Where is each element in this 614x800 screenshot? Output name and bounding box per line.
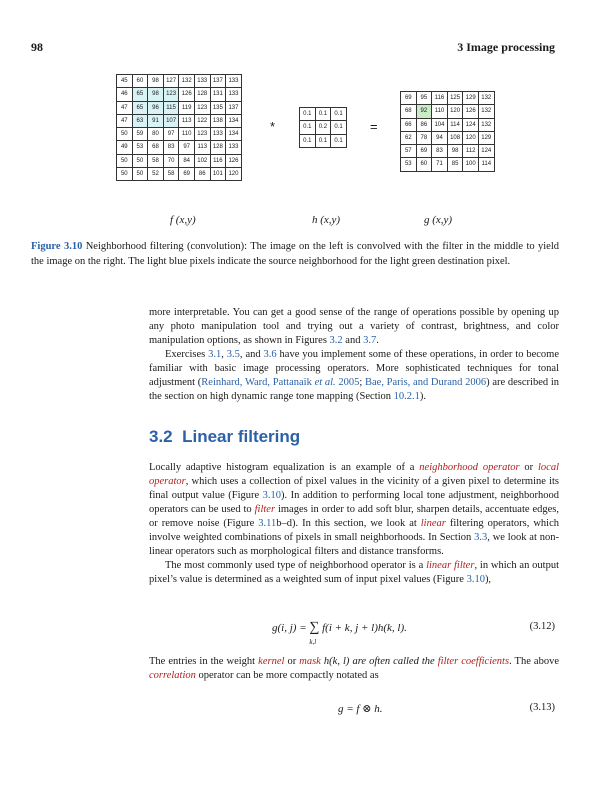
grid-cell: 124 bbox=[463, 118, 479, 131]
grid-cell: 84 bbox=[179, 154, 195, 167]
grid-cell: 47 bbox=[117, 101, 133, 114]
grid-cell: 133 bbox=[226, 141, 242, 154]
grid-cell: 47 bbox=[117, 114, 133, 127]
grid-cell: 85 bbox=[447, 158, 463, 171]
output-image-grid bbox=[400, 91, 495, 172]
grid-cell: 50 bbox=[132, 168, 148, 181]
figure-label: Figure 3.10 bbox=[31, 241, 83, 252]
body-text-bottom bbox=[149, 655, 559, 683]
body-text-main bbox=[149, 461, 559, 587]
grid-cell: 123 bbox=[163, 88, 179, 101]
grid-cell: 96 bbox=[148, 101, 164, 114]
grid-row bbox=[300, 121, 347, 134]
grid-cell: 57 bbox=[401, 145, 417, 158]
grid-cell: 71 bbox=[432, 158, 448, 171]
equation-3-12: g(i, j) = ∑ k,l f(i + k, j + l)h(k, l). bbox=[272, 620, 407, 646]
grid-cell: 114 bbox=[447, 118, 463, 131]
grid-cell: 58 bbox=[163, 168, 179, 181]
grid-cell: 68 bbox=[401, 105, 417, 118]
grid-cell: 91 bbox=[148, 114, 164, 127]
label-f: f (x,y) bbox=[170, 214, 196, 226]
grid-row bbox=[117, 101, 242, 114]
grid-cell: 50 bbox=[117, 154, 133, 167]
grid-row bbox=[401, 158, 495, 171]
grid-cell: 120 bbox=[447, 105, 463, 118]
paragraph: The most commonly used type of neighborhood operator is a linear filter, in which an output pixel’s value is determined as a weighted sum of input pixel values (Figure 3.10), bbox=[149, 560, 559, 585]
caption-text: Neighborhood filtering (convolution): The image on the left is convolved with the filter in the middle to yield the image on the right. The light blue pixels indicate the source neighborhood for the light green destination pixel. bbox=[31, 241, 559, 267]
grid-cell: 133 bbox=[194, 75, 210, 88]
grid-cell: 65 bbox=[132, 101, 148, 114]
grid-cell: 108 bbox=[447, 131, 463, 144]
figure-caption bbox=[31, 239, 559, 269]
grid-row bbox=[401, 118, 495, 131]
grid-cell: 50 bbox=[132, 154, 148, 167]
grid-cell: 0.1 bbox=[300, 108, 316, 121]
equals-operator: = bbox=[370, 119, 378, 134]
grid-cell: 49 bbox=[117, 141, 133, 154]
grid-cell: 129 bbox=[478, 131, 494, 144]
equation-number: (3.12) bbox=[529, 621, 555, 632]
convolution-operator: * bbox=[270, 119, 276, 134]
figure-ref-link[interactable]: 3.2 bbox=[329, 335, 343, 346]
grid-row bbox=[117, 141, 242, 154]
grid-cell: 69 bbox=[179, 168, 195, 181]
figure-ref-link[interactable]: 3.7 bbox=[363, 335, 377, 346]
grid-cell: 50 bbox=[117, 168, 133, 181]
grid-cell: 98 bbox=[148, 75, 164, 88]
grid-cell: 120 bbox=[226, 168, 242, 181]
grid-cell: 128 bbox=[210, 141, 226, 154]
grid-cell: 134 bbox=[226, 114, 242, 127]
grid-cell: 59 bbox=[132, 128, 148, 141]
grid-row bbox=[117, 88, 242, 101]
citation-link[interactable]: Reinhard, Ward, Pattanaik et al. 2005 bbox=[201, 377, 360, 388]
grid-cell: 104 bbox=[432, 118, 448, 131]
grid-cell: 107 bbox=[163, 114, 179, 127]
grid-row bbox=[117, 75, 242, 88]
grid-cell: 133 bbox=[226, 75, 242, 88]
grid-cell: 100 bbox=[463, 158, 479, 171]
grid-cell: 63 bbox=[132, 114, 148, 127]
grid-cell: 134 bbox=[226, 128, 242, 141]
grid-cell: 122 bbox=[194, 114, 210, 127]
grid-cell: 65 bbox=[132, 88, 148, 101]
grid-cell: 102 bbox=[194, 154, 210, 167]
grid-cell: 78 bbox=[416, 131, 432, 144]
grid-cell: 0.1 bbox=[331, 121, 347, 134]
grid-row bbox=[300, 108, 347, 121]
grid-cell: 127 bbox=[163, 75, 179, 88]
equation-3-13: g = f ⊗ h. bbox=[338, 703, 383, 715]
label-g: g (x,y) bbox=[424, 214, 453, 226]
grid-cell: 60 bbox=[416, 158, 432, 171]
grid-cell: 124 bbox=[478, 145, 494, 158]
grid-cell: 0.1 bbox=[315, 108, 331, 121]
figure-ref-link[interactable]: 3.10 bbox=[262, 490, 281, 501]
exercise-ref-link[interactable]: 3.5 bbox=[226, 349, 240, 360]
grid-cell: 110 bbox=[179, 128, 195, 141]
grid-cell: 95 bbox=[416, 92, 432, 105]
page-number: 98 bbox=[31, 40, 43, 54]
grid-cell: 113 bbox=[179, 114, 195, 127]
grid-cell: 116 bbox=[432, 92, 448, 105]
grid-row bbox=[401, 145, 495, 158]
grid-cell: 69 bbox=[401, 92, 417, 105]
grid-cell: 80 bbox=[148, 128, 164, 141]
grid-cell: 0.1 bbox=[331, 108, 347, 121]
label-h: h (x,y) bbox=[312, 214, 341, 226]
grid-cell: 131 bbox=[210, 88, 226, 101]
grid-cell: 120 bbox=[463, 131, 479, 144]
grid-cell: 86 bbox=[416, 118, 432, 131]
exercise-ref-link[interactable]: 3.6 bbox=[263, 349, 277, 360]
grid-row bbox=[117, 114, 242, 127]
input-image-grid bbox=[116, 74, 242, 181]
paragraph: Exercises 3.1, 3.5, and 3.6 have you implement some of these operations, in order to become familiar with basic image processing operators. More sophisticated techniques for tonal adjustment (Reinhard, Ward, Pattanaik et al. 2005; Bae, Paris, and Durand 2006) are described in the section on high dynamic range tone mapping (Section 10.2.1). bbox=[149, 349, 560, 402]
grid-cell: 94 bbox=[432, 131, 448, 144]
grid-row bbox=[117, 154, 242, 167]
grid-cell: 0.1 bbox=[331, 134, 347, 147]
grid-cell: 83 bbox=[163, 141, 179, 154]
grid-cell: 0.2 bbox=[315, 121, 331, 134]
section-ref-link[interactable]: 3.3 bbox=[474, 532, 488, 543]
grid-cell: 68 bbox=[148, 141, 164, 154]
grid-cell: 110 bbox=[432, 105, 448, 118]
grid-row bbox=[300, 134, 347, 147]
grid-cell: 119 bbox=[179, 101, 195, 114]
grid-cell: 0.1 bbox=[315, 134, 331, 147]
grid-cell: 133 bbox=[210, 128, 226, 141]
grid-cell: 116 bbox=[210, 154, 226, 167]
grid-cell: 86 bbox=[194, 168, 210, 181]
grid-cell: 138 bbox=[210, 114, 226, 127]
equation-number: (3.13) bbox=[529, 702, 555, 713]
grid-cell: 98 bbox=[148, 88, 164, 101]
paragraph: more interpretable. You can get a good sense of the range of operations possible by opening up any photo manipulation tool and trying out a variety of contrast, brightness, and color manipulation options, as shown in Figures 3.2 and 3.7. bbox=[149, 307, 559, 346]
grid-cell: 53 bbox=[401, 158, 417, 171]
grid-cell: 137 bbox=[210, 75, 226, 88]
grid-cell: 53 bbox=[132, 141, 148, 154]
grid-cell: 126 bbox=[463, 105, 479, 118]
grid-cell: 58 bbox=[148, 154, 164, 167]
grid-cell: 113 bbox=[194, 141, 210, 154]
grid-cell: 69 bbox=[416, 145, 432, 158]
grid-cell: 126 bbox=[226, 154, 242, 167]
grid-cell: 0.1 bbox=[300, 121, 316, 134]
grid-cell: 98 bbox=[447, 145, 463, 158]
grid-cell: 123 bbox=[194, 101, 210, 114]
grid-cell: 46 bbox=[117, 88, 133, 101]
grid-cell: 132 bbox=[179, 75, 195, 88]
grid-cell: 60 bbox=[132, 75, 148, 88]
grid-cell: 70 bbox=[163, 154, 179, 167]
grid-cell: 66 bbox=[401, 118, 417, 131]
section-heading: 3.2 Linear filtering bbox=[149, 427, 301, 446]
grid-cell: 62 bbox=[401, 131, 417, 144]
grid-cell: 92 bbox=[416, 105, 432, 118]
running-header: 3 Image processing bbox=[457, 40, 555, 54]
paragraph: Locally adaptive histogram equalization is an example of a neighborhood operator or local operator, which uses a collection of pixel values in the vicinity of a given pixel to determine its final output value (Figure 3.10). In addition to performing local tone adjustment, neighborhood operators can be used to filter images in order to add soft blur, sharpen details, accentuate edges, or remove noise (Figure 3.11b–d). In this section, we look at linear filtering operators, which involve weighted combinations of pixels in small neighborhoods. In Section 3.3, we look at non-linear operators such as morphological filters and distance transforms. bbox=[149, 462, 559, 557]
exercise-ref-link[interactable]: 3.1 bbox=[208, 349, 222, 360]
figure-ref-link[interactable]: 3.10 bbox=[466, 574, 485, 585]
grid-cell: 129 bbox=[463, 92, 479, 105]
grid-cell: 123 bbox=[194, 128, 210, 141]
grid-cell: 45 bbox=[117, 75, 133, 88]
grid-cell: 115 bbox=[163, 101, 179, 114]
grid-cell: 112 bbox=[463, 145, 479, 158]
grid-cell: 132 bbox=[478, 92, 494, 105]
grid-row bbox=[401, 92, 495, 105]
grid-cell: 83 bbox=[432, 145, 448, 158]
section-ref-link[interactable]: 10.2.1 bbox=[393, 391, 420, 402]
grid-cell: 135 bbox=[210, 101, 226, 114]
grid-cell: 114 bbox=[478, 158, 494, 171]
grid-cell: 97 bbox=[179, 141, 195, 154]
grid-cell: 52 bbox=[148, 168, 164, 181]
citation-link[interactable]: Bae, Paris, and Durand 2006 bbox=[365, 377, 487, 388]
body-text-top bbox=[149, 306, 559, 404]
grid-cell: 137 bbox=[226, 101, 242, 114]
filter-kernel-grid bbox=[299, 107, 347, 148]
grid-row bbox=[401, 131, 495, 144]
figure-ref-link[interactable]: 3.11 bbox=[258, 518, 277, 529]
grid-row bbox=[401, 105, 495, 118]
grid-cell: 97 bbox=[163, 128, 179, 141]
grid-row bbox=[117, 168, 242, 181]
grid-row bbox=[117, 128, 242, 141]
grid-cell: 50 bbox=[117, 128, 133, 141]
grid-cell: 125 bbox=[447, 92, 463, 105]
grid-cell: 126 bbox=[179, 88, 195, 101]
grid-cell: 101 bbox=[210, 168, 226, 181]
grid-cell: 133 bbox=[226, 88, 242, 101]
grid-cell: 132 bbox=[478, 105, 494, 118]
paragraph: The entries in the weight kernel or mask h(k, l) are often called the filter coefficients. The above correlation operator can be more compactly notated as bbox=[149, 656, 559, 681]
grid-cell: 0.1 bbox=[300, 134, 316, 147]
grid-cell: 132 bbox=[478, 118, 494, 131]
grid-cell: 128 bbox=[194, 88, 210, 101]
